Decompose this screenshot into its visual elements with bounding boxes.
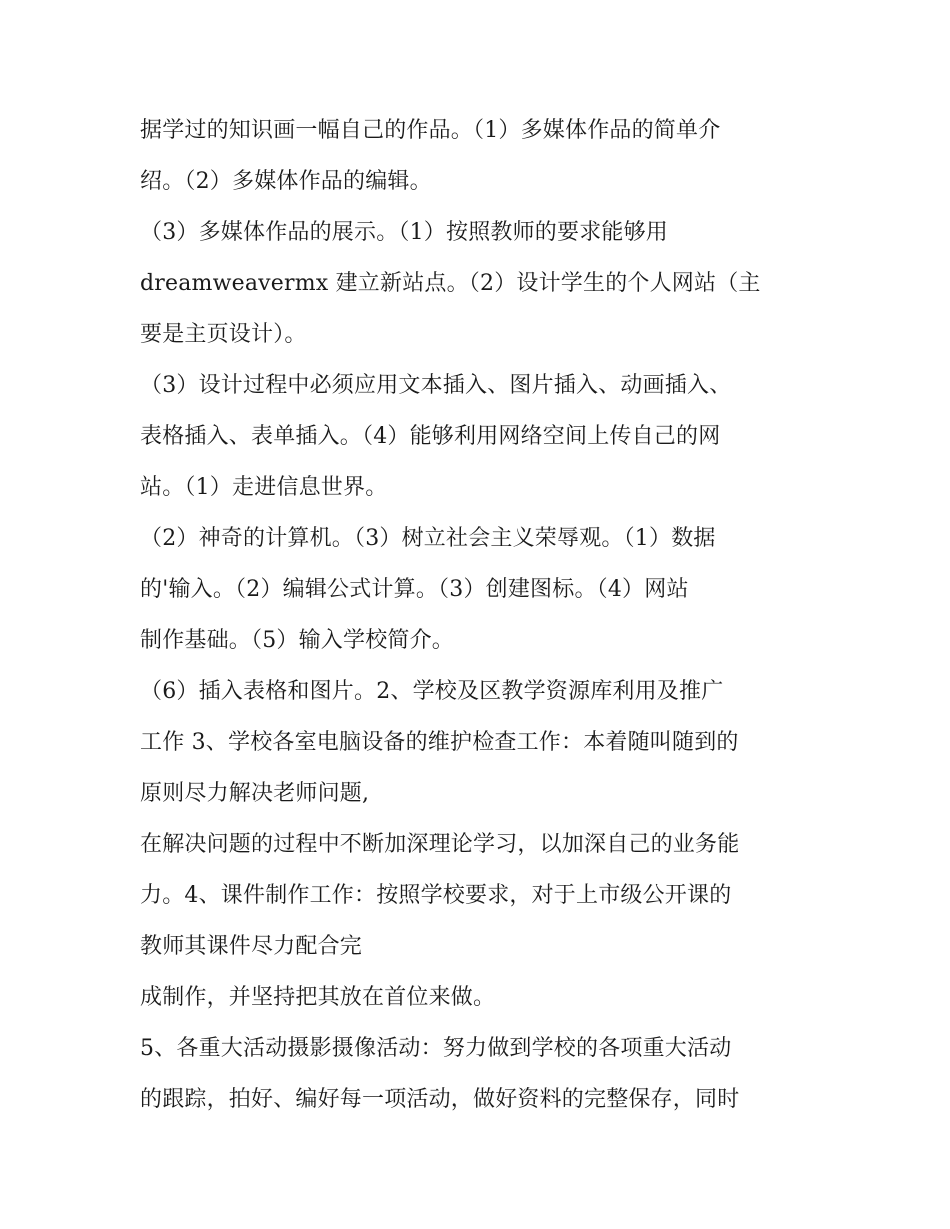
text-line: 在解决问题的过程中不断加深理论学习，以加深自己的业务能: [140, 832, 740, 857]
text-line: 要是主页设计）。: [140, 322, 307, 347]
text-line: 教师其课件尽力配合完: [140, 934, 363, 959]
text-line: 绍。（2）多媒体作品的编辑。: [140, 169, 432, 194]
text-line: （3）多媒体作品的展示。（1）按照教师的要求能够用: [140, 220, 668, 245]
text-line: （3）设计过程中必须应用文本插入、图片插入、动画插入、: [140, 373, 732, 398]
text-line: 原则尽力解决老师问题,: [140, 781, 370, 806]
document-body: [140, 105, 820, 1125]
text-line: （6）插入表格和图片。2、学校及区教学资源库利用及推广: [140, 679, 724, 704]
text-line: dreamweavermx 建立新站点。（2）设计学生的个人网站（主: [140, 271, 761, 296]
text-line: 站。（1）走进信息世界。: [140, 475, 388, 500]
text-line: 力。4、课件制作工作：按照学校要求，对于上市级公开课的: [140, 883, 732, 908]
text-line: 工作 3、学校各室电脑设备的维护检查工作：本着随叫随到的: [140, 730, 739, 755]
text-line: 的'输入。（2）编辑公式计算。（3）创建图标。（4）网站: [140, 577, 689, 602]
text-line: 成制作，并坚持把其放在首位来做。: [140, 985, 496, 1010]
text-line: 表格插入、表单插入。（4）能够利用网络空间上传自己的网: [140, 424, 721, 449]
text-line: 据学过的知识画一幅自己的作品。（1）多媒体作品的简单介: [140, 118, 721, 143]
text-line: 5、各重大活动摄影摄像活动：努力做到学校的各项重大活动: [140, 1036, 732, 1061]
text-line: （2）神奇的计算机。（3）树立社会主义荣辱观。（1）数据: [140, 526, 716, 551]
text-line: 制作基础。（5）输入学校简介。: [140, 628, 454, 653]
text-line: 的跟踪，拍好、编好每一项活动，做好资料的完整保存，同时: [140, 1087, 740, 1112]
